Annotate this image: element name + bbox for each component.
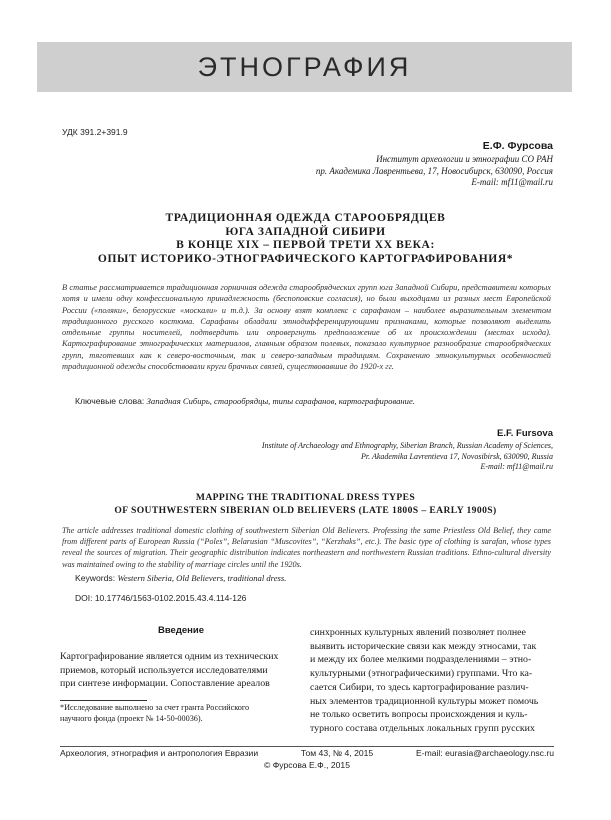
footnote xyxy=(60,702,300,724)
text-line: Картографирование является одним из технических xyxy=(60,651,279,662)
affiliation-ru-institute: Институт археологии и этнографии СО РАН xyxy=(376,154,553,164)
text-line: при синтезе информации. Сопоставление ареалов xyxy=(60,678,270,690)
journal-number: № 4, xyxy=(332,748,352,758)
journal-email[interactable]: E-mail: eurasia@archaeology.nsc.ru xyxy=(415,748,554,758)
journal-issue xyxy=(301,748,373,758)
author-email-ru[interactable]: E-mail: mf11@mail.ru xyxy=(471,177,553,187)
keywords-ru xyxy=(75,396,415,406)
text-line: сается Сибири, то здесь картографирование различ- xyxy=(310,681,529,693)
affiliation-ru-address: пр. Академика Лаврентьева, 17, Новосибирск, 630090, Россия xyxy=(315,165,553,176)
author-name-ru: Е.Ф. Фурсова xyxy=(482,140,553,152)
doi[interactable]: DOI: 10.17746/1563-0102.2015.43.4.114-126 xyxy=(75,593,247,603)
author-email-en[interactable]: E-mail: mf11@mail.ru xyxy=(480,462,553,471)
intro-text-right xyxy=(310,626,552,736)
column-right xyxy=(310,626,552,736)
affiliation-en-address: Pr. Akademika Lavrentieva 17, Novosibirsk, 630090, Russia xyxy=(361,451,553,461)
text-line: выявить исторические связи как между этносами, так xyxy=(310,640,537,652)
author-name-en: E.F. Fursova xyxy=(497,428,553,439)
title-ru-line: ЮГА ЗАПАДНОЙ СИБИРИ xyxy=(225,225,386,238)
text-line: не только осветить вопросы происхождения и куль- xyxy=(310,709,528,721)
title-ru-line: В КОНЦЕ XIX – ПЕРВОЙ ТРЕТИ XX ВЕКА: xyxy=(176,239,435,251)
intro-text-left xyxy=(60,650,302,691)
article-title-en xyxy=(40,492,571,517)
abstract-en: The article addresses traditional domestic clothing of southwestern Siberian Old Believers. Professing the same Priestless Old Belief, they came from different parts of European Russia (“Poles”, Belarusian “Muscovites”, “Kerzhaks”, etc.). The basic type of clothing is sarafan, whose types reveal the sources of migration. Their geographic distribution indicates northeastern and northwestern Russian traditions. Ethno-cultural diversity was maintained owing to the stability of marriage circles until the 1920s. xyxy=(62,526,551,569)
text-line: приемов, который используется исследователями xyxy=(60,664,268,676)
text-line: синхронных культурных явлений позволяет полнее xyxy=(310,627,526,638)
title-ru-line: ОПЫТ ИСТОРИКО-ЭТНОГРАФИЧЕСКОГО КАРТОГРАФИРОВАНИЯ* xyxy=(97,252,514,265)
abstract-ru: В статье рассматривается традиционная горничная одежда старообрядческих групп юга Западной Сибири, представители которых хотя и имели одну конфессиональную принадлежность (беспоповские согласия), но были выходцами из разных мест Европейской России («поляки», белорусские «москали» и т.д.). За основу взят комплекс с сарафаном – наиболее выразительным элементом традиционного русского костюма. Сарафаны обладали этнодифференцирующими признаками, которые позволяют выделить отдельные группы носителей, подтвердить или опровергнуть предположение об их происхождении (местах исхода). Картографирование этнографических материалов, главным образом полевых, показало культурное разнообразие старообрядческих групп, тяготевших как к северо-восточным, так и северо-западным традициям. Сохранению этнокультурных особенностей традиционной одежды способствовали круги брачных связей, существовавшие до 1920-х гг. xyxy=(62,283,551,372)
affiliation-en-institute: Institute of Archaeology and Ethnography, Siberian Branch, Russian Academy of Sciences, xyxy=(261,441,553,450)
journal-volume: Том 43, xyxy=(300,748,331,758)
footnote-divider xyxy=(60,700,147,701)
text-line: и между их более мелкими подразделениями – этно- xyxy=(310,654,532,666)
column-left xyxy=(60,625,302,691)
title-en-line: MAPPING THE TRADITIONAL DRESS TYPES xyxy=(195,492,416,503)
keywords-ru-label: Ключевые слова: xyxy=(75,396,145,406)
keywords-en xyxy=(75,573,286,583)
footnote-line: научного фонда (проект № 14-50-00036). xyxy=(60,714,203,723)
footer-divider xyxy=(60,746,554,747)
author-block-ru xyxy=(316,139,553,189)
text-line: турного состава отдельных локальных групп русских xyxy=(310,722,535,734)
section-header-bar xyxy=(37,42,572,92)
udk-code: УДК 391.2+391.9 xyxy=(62,127,128,137)
footer-copyright: © Фурсова Е.Ф., 2015 xyxy=(264,760,350,770)
text-line: ных элементов традиционной культуры может помочь xyxy=(310,695,539,707)
keywords-en-values: Western Siberia, Old Believers, traditional dress. xyxy=(117,573,287,583)
footer-journal-line xyxy=(60,748,554,758)
keywords-ru-values: Западная Сибирь, старообрядцы, типы сарафанов, картографирование. xyxy=(146,396,415,406)
section-title: ЭТНОГРАФИЯ xyxy=(197,51,412,82)
intro-heading: Введение xyxy=(157,625,205,636)
journal-year: 2015 xyxy=(354,748,374,758)
text-line: культурными (этнографическими) группами. Что ка- xyxy=(310,668,533,680)
journal-name: Археология, этнография и антропология Евразии xyxy=(60,748,259,758)
title-ru-line: ТРАДИЦИОННАЯ ОДЕЖДА СТАРООБРЯДЦЕВ xyxy=(165,212,446,224)
article-title-ru xyxy=(40,212,571,266)
keywords-en-label: Keywords: xyxy=(75,573,116,583)
author-block-en xyxy=(262,428,553,473)
title-en-line: OF SOUTHWESTERN SIBERIAN OLD BELIEVERS (LATE 1800S – EARLY 1900S) xyxy=(114,504,497,516)
footnote-line: *Исследование выполнено за счет гранта Российского xyxy=(60,703,250,712)
